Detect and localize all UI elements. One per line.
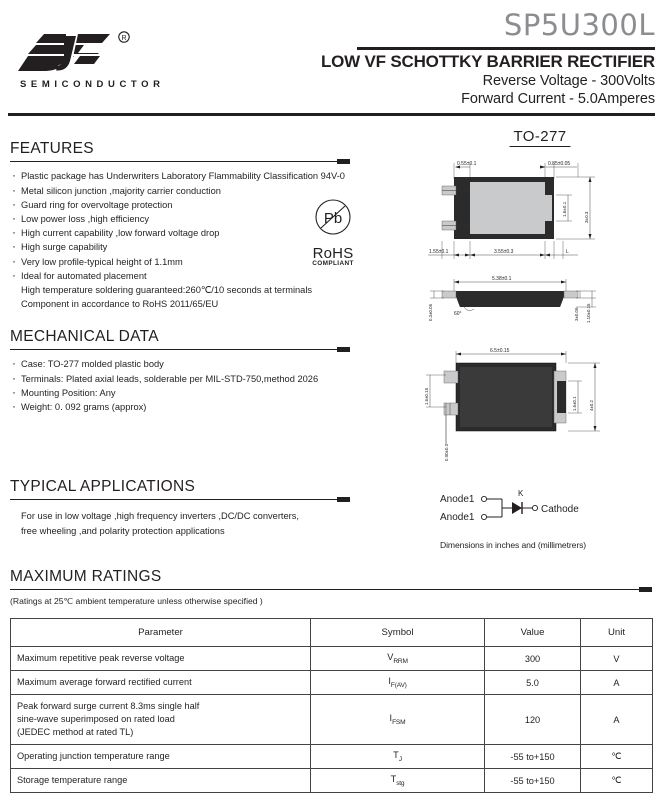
ratings-rule — [10, 589, 652, 590]
list-item: · Ideal for automated placement — [10, 269, 350, 283]
cell-parameter: Storage temperature range — [11, 769, 311, 793]
dim-side-right-h1: 3±0.06 — [574, 307, 579, 321]
dimension-units-note: Dimensions in inches and (millimetrers) — [440, 540, 587, 550]
table-row — [11, 671, 653, 695]
dim-bottom-left: 1.55±0.1 — [429, 249, 449, 255]
table-row — [11, 647, 653, 671]
rohs-label: RoHS — [312, 245, 354, 262]
ratings-heading: MAXIMUM RATINGS — [10, 568, 162, 585]
package-type-label: TO-277 — [510, 128, 571, 147]
dim-side-left-h: 0.3±0.06 — [428, 303, 433, 321]
cell-parameter: Maximum average forward rectified current — [11, 671, 311, 695]
column-header-symbol: Symbol — [311, 619, 485, 647]
list-item: · High current capability ,low forward voltage drop — [10, 226, 350, 240]
dim-top-right: 0.85±0.05 — [548, 161, 571, 167]
applications-rule — [10, 499, 350, 500]
list-item: · Guard ring for overvoltage protection — [10, 198, 350, 212]
cell-parameter: Maximum repetitive peak reverse voltage — [11, 647, 311, 671]
schematic-cathode-label: Cathode — [541, 504, 579, 515]
header-divider — [357, 47, 655, 50]
table-row — [11, 769, 653, 793]
features-heading: FEATURES — [10, 140, 94, 157]
package-bottom-view — [424, 348, 600, 461]
list-item: · Terminals: Plated axial leads, solderable per MIL-STD-750,method 2026 — [10, 372, 350, 386]
dim-right-inner: 1.6±0.1 — [562, 201, 567, 217]
mechanical-data-section — [10, 328, 350, 414]
list-item: Component in accordance to RoHS 2011/65/EU — [21, 299, 219, 310]
column-header-value: Value — [485, 619, 581, 647]
page-header — [0, 0, 663, 112]
dim-side-angle: 60° — [454, 311, 462, 317]
list-item: · Mounting Position: Any — [10, 386, 350, 400]
dim-side-right-h2: 1.10±0.15 — [586, 303, 591, 323]
list-item: High temperature soldering guaranteed:260℃/10 seconds at terminals — [21, 285, 313, 296]
package-top-view — [428, 161, 595, 259]
applications-list — [10, 509, 350, 537]
applications-section — [10, 478, 350, 538]
mechanical-heading: MECHANICAL DATA — [10, 328, 159, 345]
list-item: free wheeling ,and polarity protection applications — [21, 525, 225, 536]
header-bottom-divider — [8, 113, 655, 116]
lead-free-icon — [306, 196, 360, 238]
schematic-k-label: K — [518, 490, 524, 498]
cell-unit: ℃ — [581, 769, 653, 793]
package-side-view — [428, 276, 596, 323]
ratings-condition-note: (Ratings at 25℃ ambient temperature unless otherwise specified ) — [10, 596, 263, 606]
reverse-voltage-spec: Reverse Voltage - 300Volts — [482, 73, 655, 89]
cell-symbol: $T_J$ — [311, 745, 485, 769]
dim-bottom-right: L — [566, 249, 569, 255]
list-item: · Low power loss ,high efficiency — [10, 212, 350, 226]
cell-value: 5.0 — [485, 671, 581, 695]
table-row — [11, 745, 653, 769]
list-item: · Plastic package has Underwriters Laboratory Flammability Classification 94V-0 — [10, 169, 350, 183]
cell-unit: A — [581, 695, 653, 745]
dim-bot-left-h2: 0.90±0.1 — [444, 443, 449, 461]
cell-value: -55 to+150 — [485, 769, 581, 793]
cell-symbol: $I_{FSM}$ — [311, 695, 485, 745]
list-item: · Very low profile-typical height of 1.1mm — [10, 255, 350, 269]
forward-current-spec: Forward Current - 5.0Amperes — [461, 91, 655, 107]
dim-bot-right-h2: 4±0.2 — [589, 400, 594, 411]
rohs-sublabel: COMPLIANT — [312, 260, 354, 267]
cell-unit: ℃ — [581, 745, 653, 769]
cell-parameter: Peak forward surge current 8.3ms single half sine-wave superimposed on rated load (JEDEC method at rated TL) — [11, 695, 311, 745]
schematic-anode2-label: Anode1 — [440, 512, 475, 523]
column-header-unit: Unit — [581, 619, 653, 647]
table-header-row — [11, 619, 653, 647]
rohs-compliance-mark — [296, 196, 370, 267]
list-item: · Metal silicon junction ,majority carrier conduction — [10, 184, 350, 198]
list-item: For use in low voltage ,high frequency inverters ,DC/DC converters, — [21, 511, 299, 522]
list-item: · Weight: 0. 092 grams (approx) — [10, 400, 350, 414]
cell-value: 300 — [485, 647, 581, 671]
features-rule — [10, 161, 350, 162]
column-header-parameter: Parameter — [11, 619, 311, 647]
mechanical-rule — [10, 349, 350, 350]
maximum-ratings-table — [10, 618, 653, 793]
company-name: SEMICONDUCTOR — [20, 79, 165, 90]
list-item: · Case: TO-277 molded plastic body — [10, 357, 350, 371]
cell-value: 120 — [485, 695, 581, 745]
package-outline-panel — [420, 128, 660, 147]
cell-symbol: $T_{stg}$ — [311, 769, 485, 793]
svg-text:R: R — [121, 35, 127, 43]
dim-bot-right-h1: 1.6±0.1 — [572, 396, 577, 411]
cell-unit: V — [581, 647, 653, 671]
dim-bot-width: 6.5±0.15 — [490, 348, 510, 354]
part-number: SP5U300L — [503, 8, 655, 42]
svg-text:Pb: Pb — [323, 210, 343, 227]
dim-top-left: 0.55±0.1 — [457, 161, 477, 167]
terminal-schematic — [440, 490, 620, 538]
jf-logo-icon — [14, 26, 164, 78]
cell-symbol: $I_{F(AV)}$ — [311, 671, 485, 695]
cell-symbol: $V_{RRM}$ — [311, 647, 485, 671]
dim-side-width: 5.38±0.1 — [492, 276, 512, 282]
list-item: · High surge capability — [10, 240, 350, 254]
cell-value: -55 to+150 — [485, 745, 581, 769]
dim-bottom-mid: 3.55±0.3 — [494, 249, 514, 255]
cell-unit: A — [581, 671, 653, 695]
mechanical-list — [10, 357, 350, 414]
table-row — [11, 695, 653, 745]
cell-parameter: Operating junction temperature range — [11, 745, 311, 769]
dim-right-outer: 3±0.3 — [584, 211, 589, 223]
package-dimension-drawings — [420, 155, 663, 485]
applications-heading: TYPICAL APPLICATIONS — [10, 478, 196, 495]
dim-bot-left-h: 1.6±0.15 — [424, 387, 429, 405]
maximum-ratings-section — [10, 568, 652, 590]
schematic-anode1-label: Anode1 — [440, 494, 475, 505]
product-title: LOW VF SCHOTTKY BARRIER RECTIFIER — [320, 52, 655, 71]
company-logo — [14, 26, 194, 90]
